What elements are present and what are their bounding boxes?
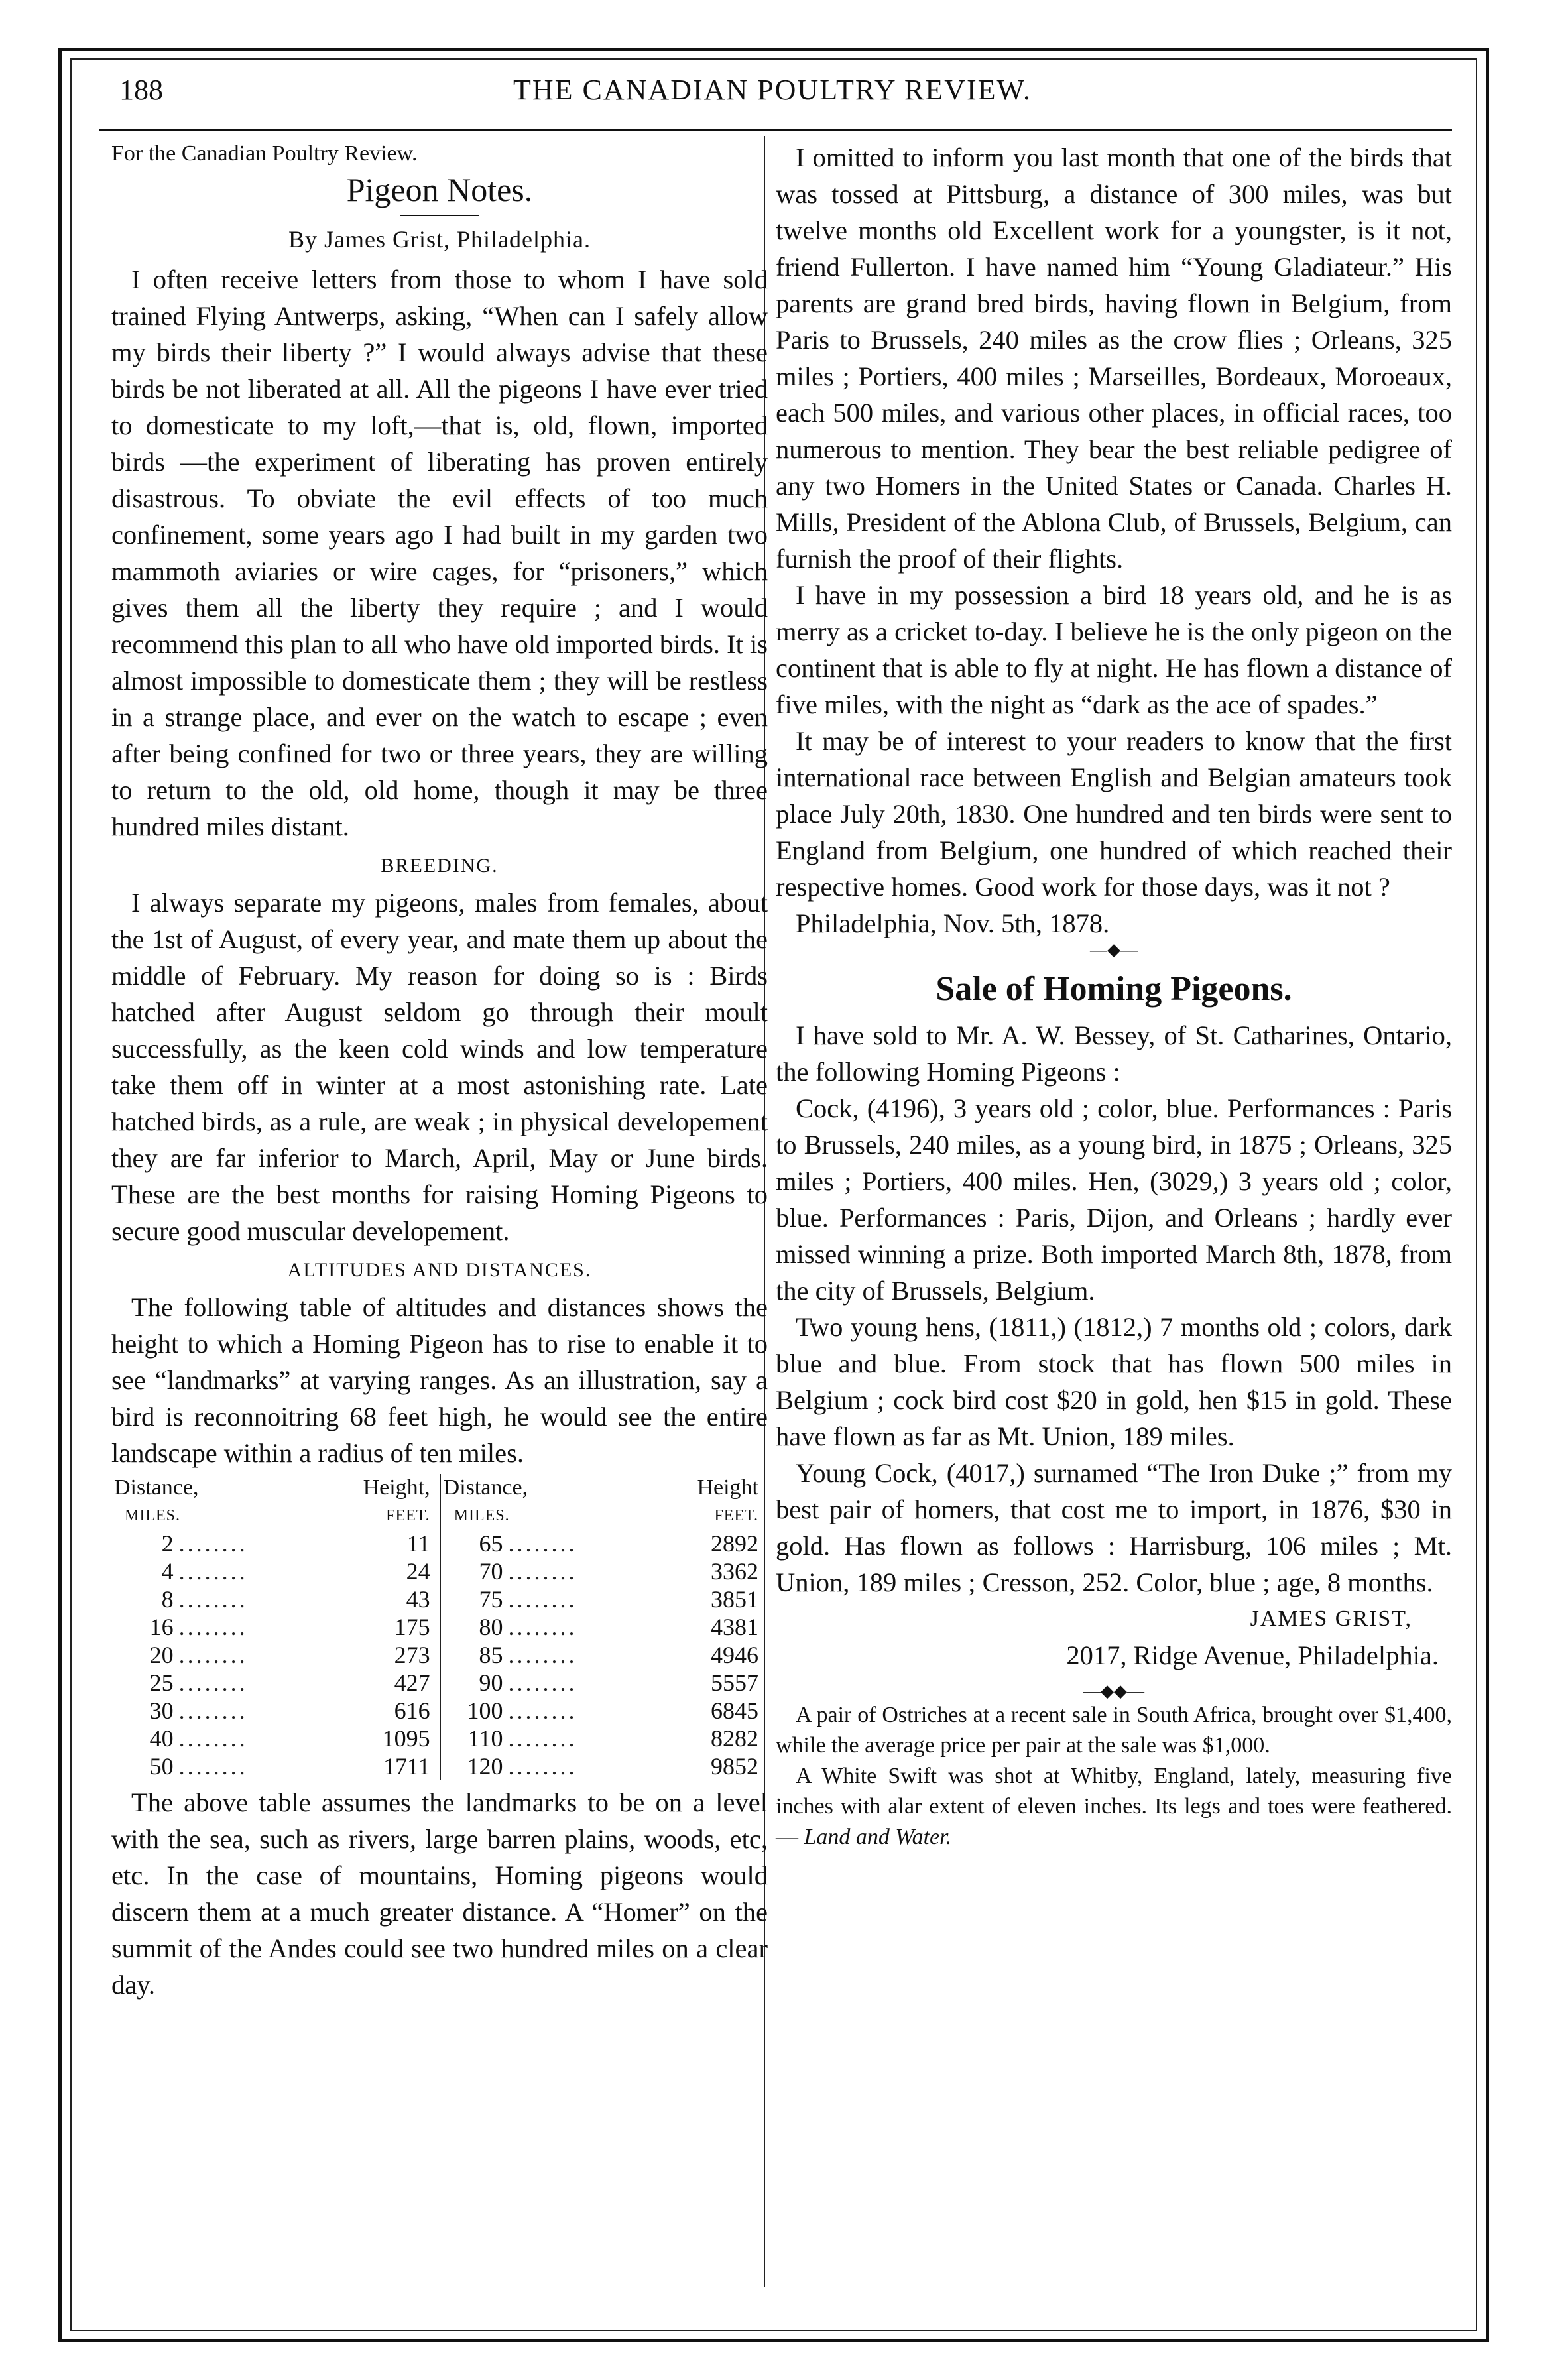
distance-cell: 70 xyxy=(440,1557,506,1585)
altitude-table-body xyxy=(111,1530,768,1780)
height-cell: 616 xyxy=(394,1697,430,1724)
source-line: For the Canadian Poultry Review. xyxy=(111,141,418,166)
altitude-table xyxy=(111,1474,768,1780)
left-column xyxy=(111,139,768,2003)
leader-dots: ........ xyxy=(508,1753,577,1780)
distance-cell: 8 xyxy=(161,1586,174,1612)
leader-dots: ........ xyxy=(508,1614,577,1640)
height-cell: 6845 xyxy=(711,1697,758,1724)
table-row xyxy=(111,1641,768,1669)
paragraph: I have sold to Mr. A. W. Bessey, of St. Catharines, Ontario, the following Homing Pigeons : xyxy=(776,1020,1452,1087)
right-column xyxy=(776,139,1452,1853)
divider-ornament: —◆— xyxy=(1090,940,1138,959)
dateline: Philadelphia, Nov. 5th, 1878. xyxy=(796,908,1110,938)
distance-cell: 65 xyxy=(440,1530,506,1557)
leader-dots: ........ xyxy=(508,1725,577,1752)
distance-cell: 40 xyxy=(149,1725,174,1752)
height-cell: 11 xyxy=(406,1530,430,1557)
signature-name: JAMES GRIST, xyxy=(1250,1607,1412,1631)
table-unit: MILES. xyxy=(440,1502,670,1530)
leader-dots: ........ xyxy=(178,1642,248,1668)
distance-cell: 110 xyxy=(440,1725,506,1752)
paragraph: I always separate my pigeons, males from females, about the 1st of August, of every year, and mate them up about the middle of February. My reason for doing so is : Birds hatched after August seldom go through their moult successfully, as the keen cold winds and low temperature take them off in winter at a most astonishing rate. Late hatched birds, as a rule, are weak ; in physical developement they are far inferior to March, April, May or June birds. These are the best months for raising Homing Pigeons to secure good muscular developement. xyxy=(111,888,768,1246)
table-row xyxy=(111,1530,768,1557)
page-number: 188 xyxy=(119,74,163,106)
table-row xyxy=(111,1669,768,1697)
table-header: Distance, xyxy=(114,1475,199,1500)
paragraph-text: A White Swift was shot at Whitby, England, lately, measuring five inches with alar extent of eleven inches. Its legs and toes were feathered.— xyxy=(776,1764,1452,1849)
distance-cell: 20 xyxy=(149,1642,174,1668)
table-unit: FEET. xyxy=(714,1507,758,1524)
subhead-breeding: BREEDING. xyxy=(381,855,499,877)
table-header: Distance, xyxy=(440,1474,670,1502)
article-title: Pigeon Notes. xyxy=(346,171,533,208)
table-row xyxy=(111,1613,768,1641)
page-header xyxy=(99,73,1445,126)
distance-cell: 16 xyxy=(149,1614,174,1640)
height-cell: 273 xyxy=(394,1642,430,1668)
table-unit: FEET. xyxy=(386,1507,430,1524)
leader-dots: ........ xyxy=(178,1753,248,1780)
paragraph: I omitted to inform you last month that one of the birds that was tossed at Pittsburg, a distance of 300 miles, was but twelve months old Excellent work for a youngster, is it not, friend Fullerton. I have named him “Young Gladiateur.” His parents are grand bred birds, having flown in Belgium, from Paris to Brussels, 240 miles as the crow flies ; Orleans, 325 miles ; Portiers, 400 miles ; Marseilles, Bordeaux, Moroeaux, each 500 miles, and various other places, in official races, too numerous to mention. They bear the best reliable pedigree of any two Homers in the United States or Canada. Charles H. Mills, President of the Ablona Club, of Brussels, Belgium, can furnish the proof of their flights. xyxy=(776,143,1452,574)
subhead-altitudes: ALTITUDES AND DISTANCES. xyxy=(287,1259,592,1281)
paragraph: I have in my possession a bird 18 years old, and he is as merry as a cricket to-day. I believe he is the only pigeon on the continent that is able to fly at night. He has flown a distance of five miles, with the night as “dark as the ace of spades.” xyxy=(776,580,1452,719)
leader-dots: ........ xyxy=(508,1642,577,1668)
table-unit: MILES. xyxy=(125,1507,180,1524)
table-row xyxy=(111,1725,768,1752)
paragraph: Two young hens, (1811,) (1812,) 7 months old ; colors, dark blue and blue. From stock that has flown 500 miles in Belgium ; cock bird cost $20 in gold, hen $15 in gold. These have flown as far as Mt. Union, 189 miles. xyxy=(776,1312,1452,1451)
table-row xyxy=(111,1752,768,1780)
leader-dots: ........ xyxy=(178,1670,248,1696)
paragraph: The following table of altitudes and distances shows the height to which a Homing Pigeon has to rise to enable it to see “landmarks” at varying ranges. As an illustration, say a bird is reconnoitring 68 feet high, he would see the entire landscape within a radius of ten miles. xyxy=(111,1292,768,1468)
height-cell: 2892 xyxy=(711,1530,758,1557)
distance-cell: 100 xyxy=(440,1697,506,1725)
leader-dots: ........ xyxy=(178,1697,248,1724)
leader-dots: ........ xyxy=(178,1586,248,1612)
header-rule xyxy=(99,129,1452,131)
paragraph: It may be of interest to your readers to know that the first international race between English and Belgian amateurs took place July 20th, 1830. One hundred and ten birds were sent to England from Belgium, one hundred of which reached their respective homes. Good work for those days, was it not ? xyxy=(776,726,1452,902)
height-cell: 5557 xyxy=(711,1670,758,1696)
table-row xyxy=(111,1585,768,1613)
distance-cell: 2 xyxy=(161,1530,174,1557)
divider-ornament: —◆◆— xyxy=(1083,1681,1144,1701)
title-rule xyxy=(400,215,479,216)
height-cell: 175 xyxy=(394,1614,430,1640)
paragraph: Cock, (4196), 3 years old ; color, blue. Performances : Paris to Brussels, 240 miles, as a young bird, in 1875 ; Orleans, 325 miles ; Portiers, 400 miles. Hen, (3029,) 3 years old ; color, blue. Performances : Paris, Dijon, and Orleans ; hardly ever missed winning a prize. Both imported March 8th, 1878, from the city of Brussels, Belgium. xyxy=(776,1093,1452,1306)
leader-dots: ........ xyxy=(178,1725,248,1752)
paragraph: Young Cock, (4017,) surnamed “The Iron Duke ;” from my best pair of homers, that cost me to import, in 1876, $30 in gold. Has flown as follows : Harrisburg, 106 miles ; Mt. Union, 189 miles ; Cresson, 252. Color, blue ; age, 8 months. xyxy=(776,1458,1452,1597)
table-header: Height, xyxy=(363,1475,430,1500)
leader-dots: ........ xyxy=(178,1558,248,1585)
distance-cell: 120 xyxy=(440,1752,506,1780)
sale-title: Sale of Homing Pigeons. xyxy=(935,970,1292,1008)
signature-address: 2017, Ridge Avenue, Philadelphia. xyxy=(1066,1640,1439,1670)
leader-dots: ........ xyxy=(178,1614,248,1640)
table-row xyxy=(111,1557,768,1585)
distance-cell: 85 xyxy=(440,1641,506,1669)
height-cell: 4381 xyxy=(711,1614,758,1640)
height-cell: 3362 xyxy=(711,1558,758,1585)
height-cell: 427 xyxy=(394,1670,430,1696)
height-cell: 3851 xyxy=(711,1586,758,1612)
height-cell: 1095 xyxy=(382,1725,430,1752)
height-cell: 1711 xyxy=(383,1753,430,1780)
distance-cell: 30 xyxy=(149,1697,174,1724)
paragraph: I often receive letters from those to whom I have sold trained Flying Antwerps, asking, “When can I safely allow my birds their liberty ?” I would always advise that these birds be not liberated at all. All the pigeons I have ever tried to domesticate to my loft,—that is, old, flown, imported birds —the experiment of liberating has proven entirely disastrous. To obviate the evil effects of too much confinement, some years ago I had built in my garden two mammoth aviaries or wire cages, for “prisoners,” which gives them all the liberty they require ; and I would recommend this plan to all who have old imported birds. It is almost impossible to domesticate them ; they will be restless in a strange place, and ever on the watch to escape ; even after being confined for two or three years, they are willing to return to the old, old home, though it may be three hundred miles distant. xyxy=(111,265,768,841)
height-cell: 43 xyxy=(406,1586,430,1612)
height-cell: 24 xyxy=(406,1558,430,1585)
distance-cell: 25 xyxy=(149,1670,174,1696)
height-cell: 4946 xyxy=(711,1642,758,1668)
height-cell: 9852 xyxy=(711,1753,758,1780)
source-citation: Land and Water. xyxy=(804,1825,952,1849)
leader-dots: ........ xyxy=(508,1530,577,1557)
distance-cell: 80 xyxy=(440,1613,506,1641)
paragraph xyxy=(776,1761,1452,1853)
leader-dots: ........ xyxy=(508,1586,577,1612)
distance-cell: 75 xyxy=(440,1585,506,1613)
paragraph: A pair of Ostriches at a recent sale in South Africa, brought over $1,400, while the average price per pair at the sale was $1,000. xyxy=(776,1703,1452,1758)
table-row xyxy=(111,1697,768,1725)
distance-cell: 4 xyxy=(161,1558,174,1585)
distance-cell: 50 xyxy=(149,1753,174,1780)
leader-dots: ........ xyxy=(508,1670,577,1696)
running-title: THE CANADIAN POULTRY REVIEW. xyxy=(513,74,1032,106)
byline: By James Grist, Philadelphia. xyxy=(288,226,591,253)
distance-cell: 90 xyxy=(440,1669,506,1697)
leader-dots: ........ xyxy=(508,1558,577,1585)
paragraph: The above table assumes the landmarks to be on a level with the sea, such as rivers, large barren plains, woods, etc, etc. In the case of mountains, Homing pigeons would discern them at a much greater distance. A “Homer” on the summit of the Andes could see two hundred miles on a clear day. xyxy=(111,1788,768,2000)
leader-dots: ........ xyxy=(508,1697,577,1724)
leader-dots: ........ xyxy=(178,1530,248,1557)
height-cell: 8282 xyxy=(711,1725,758,1752)
table-header: Height xyxy=(697,1475,758,1500)
